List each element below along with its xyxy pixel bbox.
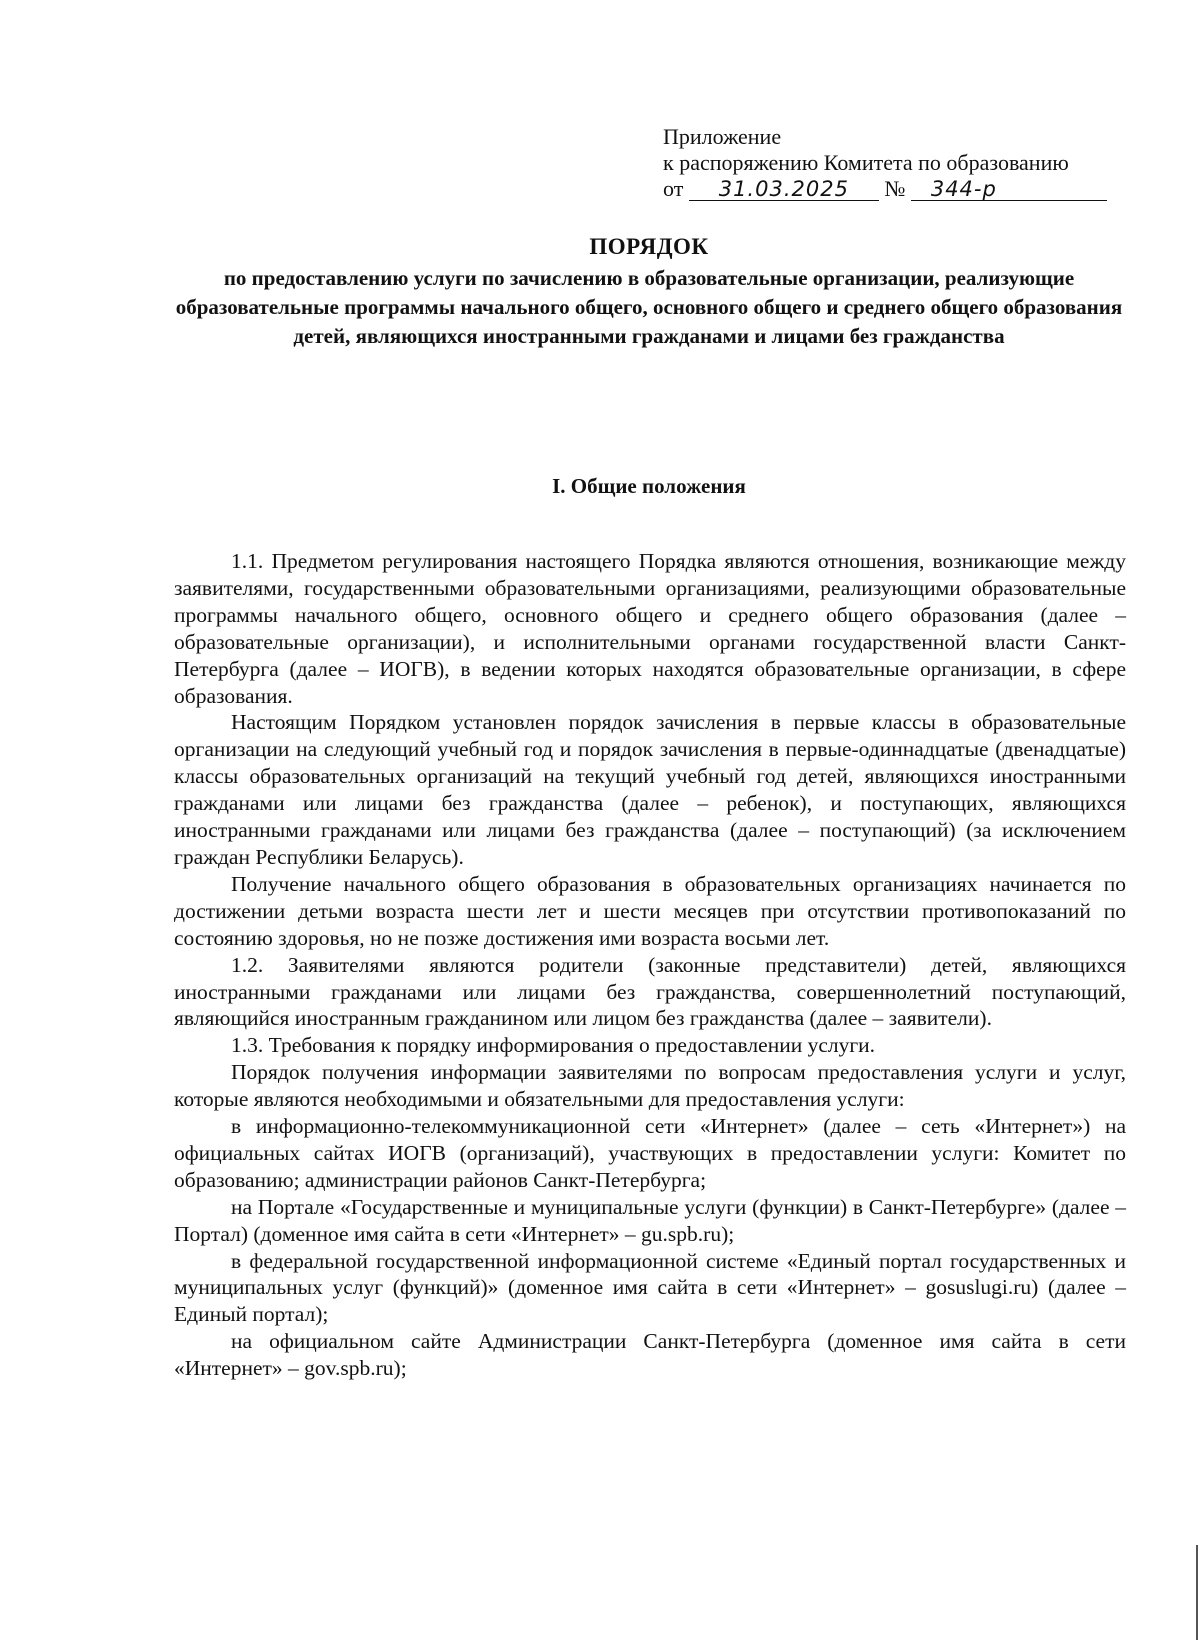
appendix-block <box>663 124 1107 202</box>
paragraph-1-1: 1.1. Предметом регулирования настоящего Порядка являются отношения, возникающие между заявителями, государственными образовательными организациями, реализующими образовательные программы начального общего, основного общего и среднего общего образования (далее – образовательные организации), и исполнительными органами государственной власти Санкт-Петербурга (далее – ИОГВ), в ведении которых находятся образовательные организации, в сфере образования. <box>174 549 1126 708</box>
paragraph-gov-site: на официальном сайте Администрации Санкт-Петербурга (доменное имя сайта в сети «Интернет» – gov.spb.ru); <box>174 1329 1126 1381</box>
paragraph-scope: Настоящим Порядком установлен порядок зачисления в первые классы в образовательные организации на следующий учебный год и порядок зачисления в первые-одиннадцатые (двенадцатые) классы образовательных организаций на текущий учебный год детей, являющихся иностранными гражданами или лицами без гражданства (далее – ребенок), и поступающих, являющихся иностранными гражданами или лицами без гражданства (далее – поступающий) (за исключением граждан Республики Беларусь). <box>174 710 1126 869</box>
document-title: ПОРЯДОК <box>589 234 709 259</box>
paragraph-age: Получение начального общего образования в образовательных организациях начинается по достижении детьми возраста шести лет и шести месяцев при отсутствии противопоказаний по состоянию здоровья, но не позже достижения ими возраста восьми лет. <box>174 871 1126 950</box>
handwritten-number: 344-р <box>911 178 1107 201</box>
paragraph-unified-portal: в федеральной государственной информационной системе «Единый портал государственных и муниципальных услуг (функций)» (доменное имя сайта в сети «Интернет» – gosuslugi.ru) (далее – Единый портал); <box>174 1248 1126 1327</box>
appendix-reference: к распоряжению Комитета по образованию <box>663 150 1069 175</box>
document-title-block <box>174 232 1124 351</box>
document-body <box>174 548 1126 1382</box>
paragraph-1-3: 1.3. Требования к порядку информирования о предоставлении услуги. <box>231 1033 876 1058</box>
document-subtitle: по предоставлению услуги по зачислению в образовательные организации, реализующие образовательные программы начального общего, основного общего и среднего общего образования детей, являющихся иностранными гражданами и лицами без гражданства <box>175 266 1123 348</box>
paragraph-info-order: Порядок получения информации заявителями по вопросам предоставления услуги и услуг, которые являются необходимыми и обязательными для предоставления услуги: <box>174 1060 1126 1112</box>
handwritten-date: 31.03.2025 <box>689 178 879 201</box>
appendix-date-number-line <box>663 176 1107 202</box>
scan-edge-mark <box>1196 1545 1198 1640</box>
appendix-label: Приложение <box>663 124 782 149</box>
paragraph-portal: на Портале «Государственные и муниципальные услуги (функции) в Санкт-Петербурге» (далее – Портал) (доменное имя сайта в сети «Интернет» – gu.spb.ru); <box>174 1194 1126 1246</box>
date-prefix: от <box>663 176 684 201</box>
section-heading: I. Общие положения <box>552 474 746 498</box>
number-prefix: № <box>884 176 906 201</box>
paragraph-1-2: 1.2. Заявителями являются родители (законные представители) детей, являющихся иностранными гражданами или лицами без гражданства, совершеннолетний поступающий, являющийся иностранным гражданином или лицом без гражданства (далее – заявители). <box>174 952 1126 1031</box>
paragraph-internet: в информационно-телекоммуникационной сети «Интернет» (далее – сеть «Интернет») на официальных сайтах ИОГВ (организаций), участвующих в предоставлении услуги: Комитет по образованию; администрации районов Санкт-Петербурга; <box>174 1114 1126 1192</box>
